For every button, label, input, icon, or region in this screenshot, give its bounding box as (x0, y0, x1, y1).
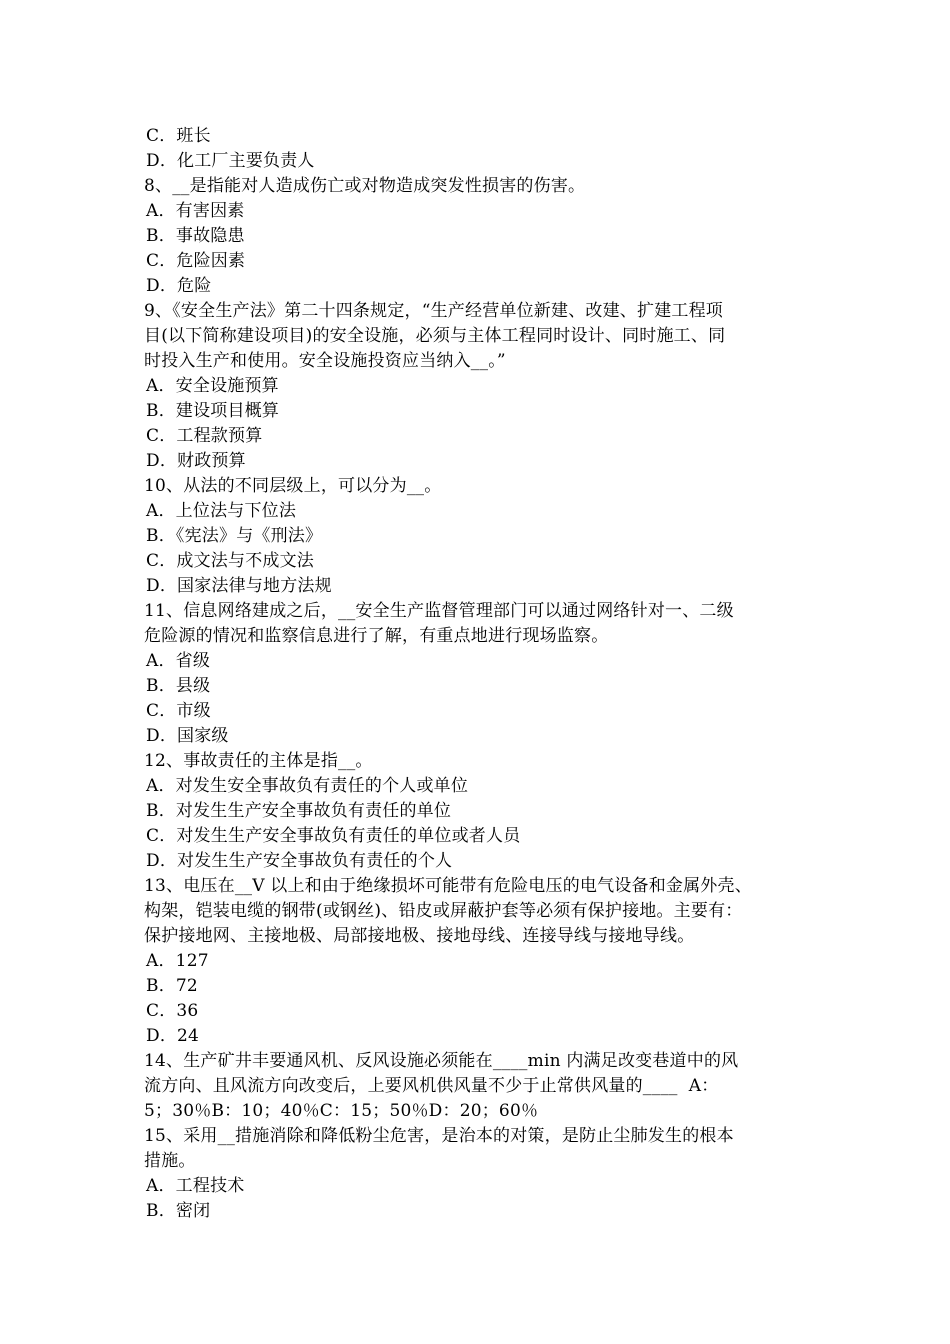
answer-option: B．建设项目概算 (146, 401, 280, 421)
answer-option: C．班长 (146, 126, 211, 146)
answer-option: B．《宪法》与《刑法》 (146, 526, 323, 546)
question-text: 构架，铠装电缆的钢带(或钢丝)、铅皮或屏蔽护套等必须有保护接地。主要有： (144, 901, 743, 921)
answer-option: B．事故隐患 (146, 226, 245, 246)
question-text: 9、《安全生产法》第二十四条规定，“生产经营单位新建、改建、扩建工程项 (144, 301, 724, 321)
answer-option: D．对发生生产安全事故负有责任的个人 (146, 851, 453, 871)
answer-option: B．对发生生产安全事故负有责任的单位 (146, 801, 452, 821)
answer-option: D．24 (146, 1026, 200, 1046)
answer-option: C．36 (146, 1001, 199, 1021)
answer-option: A．127 (146, 951, 209, 971)
question-text: 时投入生产和使用。安全设施投资应当纳入__。” (144, 351, 506, 371)
document-page (144, 124, 824, 1224)
answer-option: D．财政预算 (146, 451, 246, 471)
question-text: 8、__是指能对人造成伤亡或对物造成突发性损害的伤害。 (144, 176, 586, 196)
answer-option: D．化工厂主要负责人 (146, 151, 315, 171)
question-text: 5；30％B：10；40％C：15；50％D：20；60％ (144, 1101, 539, 1121)
question-text: 12、事故责任的主体是指__。 (144, 751, 373, 771)
question-text: 危险源的情况和监察信息进行了解，有重点地进行现场监察。 (144, 626, 609, 646)
answer-option: D．国家法律与地方法规 (146, 576, 332, 596)
answer-option: D．国家级 (146, 726, 229, 746)
question-text: 13、电压在__V 以上和由于绝缘损坏可能带有危险电压的电气设备和金属外壳、 (144, 876, 752, 896)
question-text: 10、从法的不同层级上，可以分为__。 (144, 476, 442, 496)
question-text: 14、生产矿井丰要通风机、反风设施必须能在____min 内满足改变巷道中的风 (144, 1051, 739, 1071)
question-text: 目(以下简称建设项目)的安全设施，必须与主体工程同时设计、同时施工、同 (144, 326, 726, 346)
answer-option: A．省级 (146, 651, 211, 671)
answer-option: B．县级 (146, 676, 211, 696)
answer-option: C．工程款预算 (146, 426, 263, 446)
answer-option: B．密闭 (146, 1201, 211, 1221)
question-text: 15、采用__措施消除和降低粉尘危害，是治本的对策，是防止尘肺发生的根本 (144, 1126, 734, 1146)
question-text: 11、信息网络建成之后，__安全生产监督管理部门可以通过网络针对一、二级 (144, 601, 734, 621)
answer-option: C．成文法与不成文法 (146, 551, 315, 571)
question-text: 措施。 (144, 1151, 196, 1171)
answer-option: A．工程技术 (146, 1176, 245, 1196)
question-text: 流方向、且风流方向改变后，上要风机供风量不少于止常供风量的____ A： (144, 1076, 719, 1096)
answer-option: A．安全设施预算 (146, 376, 279, 396)
answer-option: C．市级 (146, 701, 211, 721)
answer-option: A．有害因素 (146, 201, 245, 221)
answer-option: C．危险因素 (146, 251, 246, 271)
answer-option: A．对发生安全事故负有责任的个人或单位 (146, 776, 469, 796)
answer-option: C．对发生生产安全事故负有责任的单位或者人员 (146, 826, 521, 846)
answer-option: A．上位法与下位法 (146, 501, 297, 521)
question-text: 保护接地网、主接地极、局部接地极、接地母线、连接导线与接地导线。 (144, 926, 695, 946)
answer-option: D．危险 (146, 276, 212, 296)
answer-option: B．72 (146, 976, 198, 996)
